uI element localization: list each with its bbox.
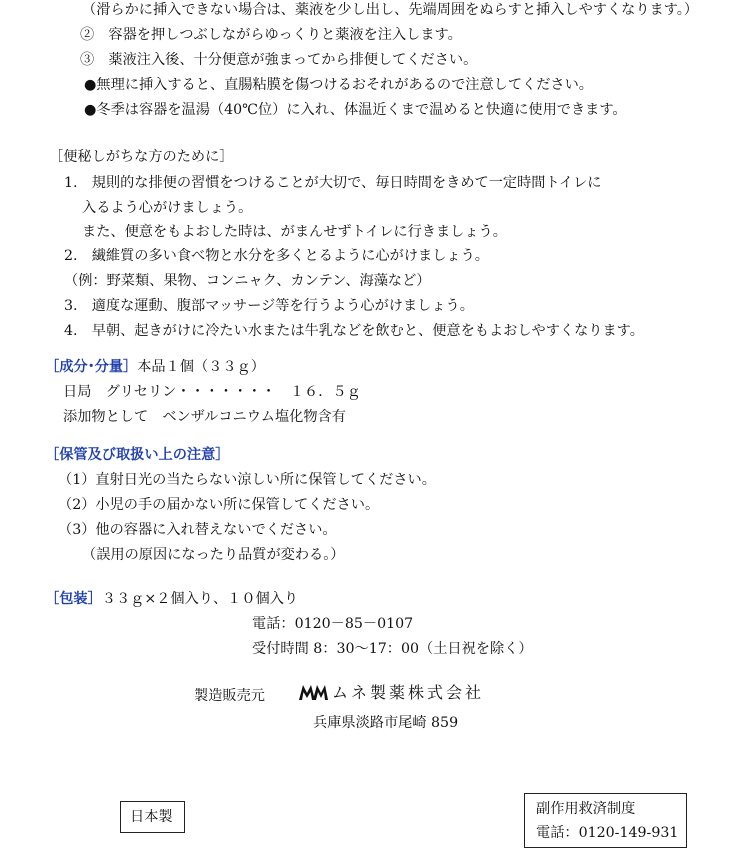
manufacturer-label: 製造販売元: [194, 688, 265, 704]
company-address: 兵庫県淡路市尾崎 859: [313, 715, 459, 731]
composition-ingredient: 日局 グリセリン・・・・・・・ １６．５ｇ: [63, 384, 361, 400]
usage-note: （滑らかに挿入できない場合は、薬液を少し出し、先端周囲をぬらすと挿入しやすくなります。）: [82, 2, 699, 18]
composition-heading: ［成分･分量］: [45, 359, 138, 375]
constipation-item-2: 2. 繊維質の多い食べ物と水分を多くとるように心がけましょう。: [64, 248, 489, 264]
relief-system-title: 副作用救済制度: [536, 801, 636, 817]
constipation-item-3: 3. 適度な運動、腹部マッサージ等を行うよう心がけましょう。: [64, 298, 474, 314]
constipation-heading: ［便秘しがちな方のために］: [49, 149, 234, 165]
usage-step-3: ③ 薬液注入後、十分便意が強まってから排便してください。: [80, 52, 478, 68]
constipation-item-4: 4. 早朝、起きがけに冷たい水または牛乳などを飲むと、便意をもよおしやすくなります。: [64, 323, 644, 339]
storage-item-2: （2）小児の手の届かない所に保管してください。: [58, 497, 380, 513]
usage-warning-winter: ●冬季は容器を温湯（40℃位）に入れ、体温近くまで温めると快適に使用できます。: [84, 102, 627, 118]
relief-system-box: [524, 793, 687, 848]
constipation-item-1-line-1: 1. 規則的な排便の習慣をつけることが大切で、毎日時間をきめて一定時間トイレに: [64, 175, 602, 191]
package-content: ３３ｇ×２個入り、１０個入り: [101, 591, 299, 607]
usage-warning-insert: ●無理に挿入すると、直腸粘膜を傷つけるおそれがあるので注意してください。: [84, 77, 593, 93]
package-heading: ［包装］: [45, 591, 102, 607]
composition-additive: 添加物として ベンザルコニウム塩化物含有: [63, 409, 346, 425]
storage-item-3: （3）他の容器に入れ替えないでください。: [58, 522, 337, 538]
constipation-item-2-example: （例：野菜類、果物、コンニャク、カンテン、海藻など）: [64, 273, 431, 289]
constipation-item-1-line-2: 入るよう心がけましょう。: [82, 200, 253, 216]
package-phone: 電話：0120－85－0107: [252, 616, 414, 632]
constipation-item-1-line-3: また、便意をもよおした時は、がまんせずトイレに行きましょう。: [82, 224, 507, 240]
company-name: ムネ製薬株式会社: [332, 683, 485, 702]
made-in-japan-box: [120, 801, 185, 833]
package-hours: 受付時間 8：30～17：00（土日祝を除く）: [252, 641, 533, 657]
relief-system-phone: 電話：0120-149-931: [536, 825, 679, 841]
storage-item-1: （1）直射日光の当たらない涼しい所に保管してください。: [58, 472, 436, 488]
composition-amount: 本品１個（３３ｇ）: [137, 359, 265, 375]
made-in-japan-label: 日本製: [130, 809, 173, 825]
storage-item-3-note: （誤用の原因になったり品質が変わる。）: [82, 547, 345, 563]
usage-step-2: ② 容器を押しつぶしながらゆっくりと薬液を注入します。: [80, 27, 462, 43]
muneseiyaku-logo-icon: [298, 683, 328, 701]
storage-heading: ［保管及び取扱い上の注意］: [45, 447, 230, 463]
